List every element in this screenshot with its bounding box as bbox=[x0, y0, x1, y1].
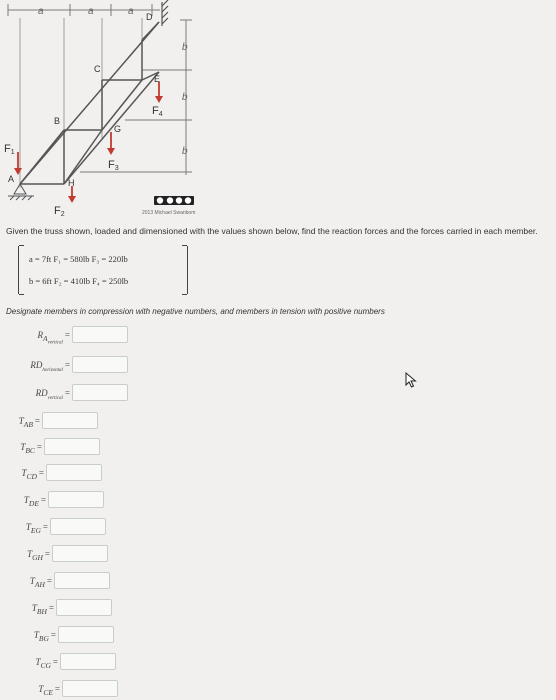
load-label-F4: F4 bbox=[152, 105, 163, 118]
given-values-row-2: b = 6ft F₂ = 410lb F₄ = 250lb bbox=[29, 276, 129, 286]
dim-label-a3: a bbox=[128, 6, 134, 17]
answer-row-rd-vertical bbox=[0, 384, 128, 404]
answer-row-tce bbox=[0, 680, 118, 700]
answer-row-rd-horizontal bbox=[0, 356, 128, 376]
answer-label: $T_{AH}$ = bbox=[29, 576, 52, 589]
answer-input-tcd[interactable] bbox=[46, 464, 102, 481]
answer-input-tab[interactable] bbox=[42, 412, 98, 429]
dim-label-a2: a bbox=[88, 6, 94, 17]
answer-label: $R_{A_{vertical}}=$ bbox=[37, 330, 70, 346]
answer-row-tgh bbox=[0, 545, 108, 565]
dim-label-b1: b bbox=[182, 42, 188, 53]
node-label-G: G bbox=[114, 124, 122, 134]
answer-row-ra-vertical bbox=[0, 326, 128, 346]
answer-input-tcg[interactable] bbox=[60, 653, 116, 670]
answer-row-tab bbox=[0, 412, 98, 432]
given-values-row-1: a = 7ft F₁ = 580lb F₃ = 220lb bbox=[29, 254, 128, 264]
mouse-cursor-icon bbox=[405, 372, 417, 388]
problem-statement: Given the truss shown, loaded and dimensioned with the values shown below, find the reaction forces and the forces carried in each member. bbox=[6, 226, 538, 236]
answer-input-tce[interactable] bbox=[62, 680, 118, 697]
answer-label: $RD_{horizontal}=$ bbox=[30, 360, 70, 373]
answer-row-tde bbox=[0, 491, 104, 511]
dim-label-b3: b bbox=[182, 146, 188, 157]
answer-label: $T_{CD}$ = bbox=[21, 468, 44, 481]
answer-input-rd-vertical[interactable] bbox=[72, 384, 128, 401]
answer-row-tcg bbox=[0, 653, 116, 673]
answer-row-tbg bbox=[0, 626, 114, 646]
answer-label: $T_{CE}$ = bbox=[38, 684, 60, 697]
truss-diagram bbox=[0, 0, 556, 222]
node-label-B: B bbox=[54, 116, 61, 126]
answer-label: $T_{BC}$ = bbox=[20, 442, 42, 455]
answer-row-tbc bbox=[0, 438, 100, 458]
node-label-C: C bbox=[94, 64, 101, 74]
given-values-matrix bbox=[18, 246, 188, 294]
node-label-E: E bbox=[154, 74, 161, 84]
answer-input-tbh[interactable] bbox=[56, 599, 112, 616]
answer-label: $T_{GH}$ = bbox=[27, 549, 50, 562]
answer-input-tbg[interactable] bbox=[58, 626, 114, 643]
answer-label: $T_{BG}$ = bbox=[33, 630, 56, 643]
answer-label: $T_{DE}$ = bbox=[23, 495, 46, 508]
answer-label: $T_{AB}$ = bbox=[18, 416, 40, 429]
answer-input-tbc[interactable] bbox=[44, 438, 100, 455]
answer-label: $T_{BH}$ = bbox=[31, 603, 54, 616]
answer-input-tgh[interactable] bbox=[52, 545, 108, 562]
answer-input-tde[interactable] bbox=[48, 491, 104, 508]
load-label-F3: F3 bbox=[108, 159, 119, 172]
answer-row-tcd bbox=[0, 464, 102, 484]
answer-label: $RD_{vertical}=$ bbox=[35, 388, 70, 401]
answer-row-teg bbox=[0, 518, 106, 538]
sign-convention-note: Designate members in compression with negative numbers, and members in tension with positive numbers bbox=[6, 307, 385, 316]
load-label-F2: F2 bbox=[54, 205, 65, 218]
answer-input-rd-horizontal[interactable] bbox=[72, 356, 128, 373]
license-badge bbox=[154, 196, 194, 205]
credit-text: 2013 Michael Swanbom bbox=[142, 210, 196, 216]
node-label-H: H bbox=[68, 178, 75, 188]
answer-input-teg[interactable] bbox=[50, 518, 106, 535]
dim-label-b2: b bbox=[182, 92, 188, 103]
answer-row-tbh bbox=[0, 599, 112, 619]
answer-row-tah bbox=[0, 572, 110, 592]
node-label-D: D bbox=[146, 12, 153, 22]
answer-input-ra-vertical[interactable] bbox=[72, 326, 128, 343]
answer-input-tah[interactable] bbox=[54, 572, 110, 589]
answer-label: $T_{EG}$ = bbox=[25, 522, 48, 535]
answer-label: $T_{CG}$ = bbox=[35, 657, 58, 670]
dim-label-a1: a bbox=[38, 6, 44, 17]
load-label-F1: F1 bbox=[4, 143, 15, 156]
node-label-A: A bbox=[8, 174, 15, 184]
